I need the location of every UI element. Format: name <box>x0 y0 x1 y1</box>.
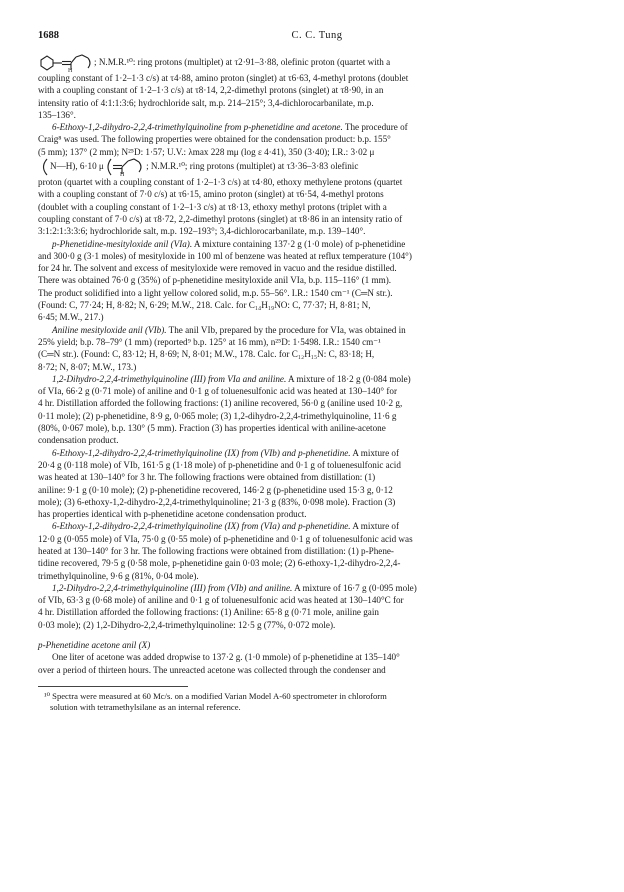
svg-text:H: H <box>120 172 125 177</box>
text-line: and 300·0 g (3·1 moles) of mesityloxide in 100 ml of benzene was heated at reflux temperature (104°) <box>38 250 412 261</box>
text-line: with a coupling constant of 7·0 c/s) at τ6·15, amino proton (singlet) at τ6·54, 4-methyl protons <box>38 189 384 200</box>
page-header <box>38 30 596 46</box>
text-line: coupling constant of 7·0 c/s) at τ8·72, 2,2-dimethyl protons (singlet) at τ8·86 in an intensity ratio of <box>38 213 403 224</box>
text-line: There was obtained 76·0 g (35%) of p-phenetidine mesityloxide anil VIa, b.p. 115–116° (1 mm). <box>38 275 392 286</box>
text-line: 6-Ethoxy-1,2-dihydro-2,2,4-trimethylquinoline (IX) from (VIa) and p-phenetidine. A mixture of <box>52 521 400 532</box>
text-line: proton (quartet with a coupling constant of 1·2–1·3 c/s) at τ4·80, ethoxy methylene protons (quartet <box>38 177 403 188</box>
olefin-structure-icon <box>106 158 146 176</box>
text-line: 8·72; N, 8·07; M.W., 173.) <box>38 361 137 372</box>
text-line: (C═N str.). (Found: C, 83·12; H, 8·69; N, 8·01; M.W., 178. Calc. for C₁₂H₁₅N: C, 83·18; H, <box>38 349 375 360</box>
text-line: One liter of acetone was added dropwise to 137·2 g. (1·0 mmole) of p-phenetidine at 135–140° <box>52 652 400 663</box>
text-line: (80%, 0·067 mole), b.p. 130° (5 mm). Fraction (3) has properties identical with aniline-acetone <box>38 423 386 434</box>
text-line: mole); (3) 6-ethoxy-1,2-dihydro-2,2,4-trimethylquinoline; 21·3 g (83%, 0·098 mole). Fraction (3) <box>38 496 396 507</box>
text-line: over a period of thirteen hours. The unreacted acetone was collected through the condenser and <box>38 664 386 675</box>
text-line: 1,2-Dihydro-2,2,4-trimethylquinoline (III) from (VIb) and aniline. A mixture of 16·7 g (0·095 mole) <box>52 582 417 593</box>
nh-bracket-icon <box>38 158 50 176</box>
section-title: 6-Ethoxy-1,2-dihydro-2,2,4-trimethylquinoline (IX) from (VIa) and p-phenetidine. <box>52 521 351 532</box>
text-line: Aniline mesityloxide anil (VIb). The anil VIb, prepared by the procedure for VIa, was obtained in <box>52 324 406 335</box>
text-line: ; N.M.R.¹⁰: ring protons (multiplet) at τ2·91–3·88, olefinic proton (quartet with a <box>94 57 391 68</box>
text-line: 20·4 g (0·118 mole) of VIb, 161·5 g (1·18 mole) of p-phenetidine and 0·1 g of toluenesulfonic acid <box>38 459 401 470</box>
footnote-divider <box>38 686 188 687</box>
text-line: The product solidified into a light yellow colored solid, m.p. 55–56°. I.R.: 1540 cm⁻¹ (C═N str.). <box>38 287 393 298</box>
journal-page <box>38 30 596 713</box>
article-body <box>38 54 596 676</box>
text-line: 6·45; M.W., 217.) <box>38 312 104 323</box>
text-line: coupling constant of 1·2–1·3 c/s) at τ4·88, amino proton (singlet) at τ6·63, 4-methyl protons (doublet <box>38 73 409 83</box>
text-line: of VIa, 66·2 g (0·71 mole) of aniline and 0·1 g of toluenesulfonic acid was heated at 130–140° for <box>38 386 397 397</box>
text-line: of VIb, 63·3 g (0·68 mole) of aniline and 0·1 g of toluenesulfonic acid was heated at 130–140°C for <box>38 595 404 606</box>
section-title: 6-Ethoxy-1,2-dihydro-2,2,4-trimethylquinoline from p-phenetidine and acetone. <box>52 122 343 133</box>
section-title: 6-Ethoxy-1,2-dihydro-2,2,4-trimethylquinoline (IX) from (VIb) and p-phenetidine. <box>52 447 351 458</box>
svg-text:H: H <box>68 68 73 72</box>
text-line: (5 mm); 137° (2 mm); N²⁵D: 1·57; U.V.: λmax 228 mμ (log ε 4·41), 350 (3·40); I.R.: 3·02 μ <box>38 146 375 157</box>
footnote-line: ¹⁰ Spectra were measured at 60 Mc/s. on a modified Varian Model A-60 spectrometer in chloroform <box>44 690 387 701</box>
text-line: 0·11 mole); (2) p-phenetidine, 8·9 g, 0·065 mole; (3) 1,2-dihydro-2,2,4-trimethylquinoline, 11·6 g <box>38 410 397 421</box>
text-line: tidine recovered, 79·5 g (0·58 mole, p-phenetidine gain 0·03 mole; (2) 6-ethoxy-1,2-dihydro-2,2,4- <box>38 558 401 569</box>
section-title: p-Phenetidine-mesityloxide anil (VIa). <box>52 238 193 249</box>
text-line: 0·03 mole); (2) 1,2-Dihydro-2,2,4-trimethylquinoline: 12·5 g (77%, 0·072 mole). <box>38 619 336 630</box>
section-title: 1,2-Dihydro-2,2,4-trimethylquinoline (III) from (VIb) and aniline. <box>52 582 293 593</box>
text-line: 6-Ethoxy-1,2-dihydro-2,2,4-trimethylquinoline from p-phenetidine and acetone. The procedure of <box>52 122 408 133</box>
text-line: 4 hr. Distillation afforded the following fractions: (1) aniline recovered, 56·0 g (aniline used 10·2 g, <box>38 398 403 409</box>
text-line <box>38 54 596 72</box>
text-line: with a coupling constant of 1·2–1·3 c/s) at τ8·14, 2,2-dimethyl protons (singlet) at τ8·90, in an <box>38 85 384 96</box>
text-line: has properties identical with p-phenetidine acetone condensation product. <box>38 509 307 520</box>
text-line: 25% yield; b.p. 78–79° (1 mm) (reported⁹ b.p. 125° at 16 mm), n²⁵D: 1·5498. I.R.: 1540 cm⁻¹ <box>38 336 381 347</box>
text-line: 135–136°. <box>38 109 76 120</box>
olefin-structure-icon <box>38 54 94 72</box>
text-line: condensation product. <box>38 435 119 446</box>
text-line: N—H), 6·10 μ H ; N.M.R.¹⁰; ring protons (multiplet) at τ3·36–3·83 olefinic <box>38 158 596 176</box>
section-title: Aniline mesityloxide anil (VIb). <box>52 324 167 335</box>
section-title: 1,2-Dihydro-2,2,4-trimethylquinoline (III) from VIa and aniline. <box>52 373 287 384</box>
page-number: 1688 <box>38 30 59 41</box>
text-line: 6-Ethoxy-1,2-dihydro-2,2,4-trimethylquinoline (IX) from (VIb) and p-phenetidine. A mixture of <box>52 447 400 458</box>
text-line: aniline: 9·1 g (0·10 mole); (2) p-phenetidine recovered, 146·2 g (p-phenetidine used 15·3 g, 0·12 <box>38 484 393 495</box>
subsection-heading: p-Phenetidine acetone anil (X) <box>38 640 151 651</box>
footnote <box>38 691 596 713</box>
text-line: 12·0 g (0·055 mole) of VIa, 75·0 g (0·55 mole) of p-phenetidine and 0·1 g of toluenesulfonic acid was <box>38 533 413 544</box>
running-head: C. C. Tung <box>291 30 343 41</box>
text-line: p-Phenetidine-mesityloxide anil (VIa). A mixture containing 137·2 g (1·0 mole) of p-phenetidine <box>52 238 406 249</box>
text-line: trimethylquinoline, 9·6 g (81%, 0·04 mole). <box>38 570 199 581</box>
text-line: 1,2-Dihydro-2,2,4-trimethylquinoline (III) from VIa and aniline. A mixture of 18·2 g (0·084 mole) <box>52 373 411 384</box>
text-line: for 24 hr. The solvent and excess of mesityloxide were removed in vacuo and the residue distilled. <box>38 263 397 274</box>
text-line: heated at 130–140° for 3 hr. The following fractions were obtained from distillation: (1) p-Phene- <box>38 545 394 556</box>
text-line: Craig⁸ was used. The following properties were obtained for the condensation product: b.p. 155° <box>38 134 391 145</box>
text-line: 4 hr. Distillation afforded the following fractions: (1) Aniline: 65·8 g (0·71 mole, aniline gain <box>38 607 379 618</box>
footnote-line: solution with tetramethylsilane as an internal reference. <box>50 701 241 712</box>
text-line: (doublet with a coupling constant of 1·2–1·3 c/s) at τ8·13, ethoxy methyl protons (triplet with a <box>38 201 387 212</box>
text-line: (Found: C, 77·24; H, 8·82; N, 6·29; M.W., 218. Calc. for C₁₄H₁₉NO: C, 77·37; H, 8·81; N, <box>38 300 371 311</box>
text-line: was heated at 130–140° for 3 hr. The following fractions were obtained from distillation: (1) <box>38 472 376 483</box>
text-line: 3:1:2:1:3:3:6; hydrochloride salt, m.p. 192–193°; 3,4-dichlorocarbanilate, m.p. 139–140°. <box>38 226 366 237</box>
text-line: intensity ratio of 4:1:1:3:6; hydrochloride salt, m.p. 214–215°; 3,4-dichlorocarbanilate, m.p. <box>38 97 374 108</box>
